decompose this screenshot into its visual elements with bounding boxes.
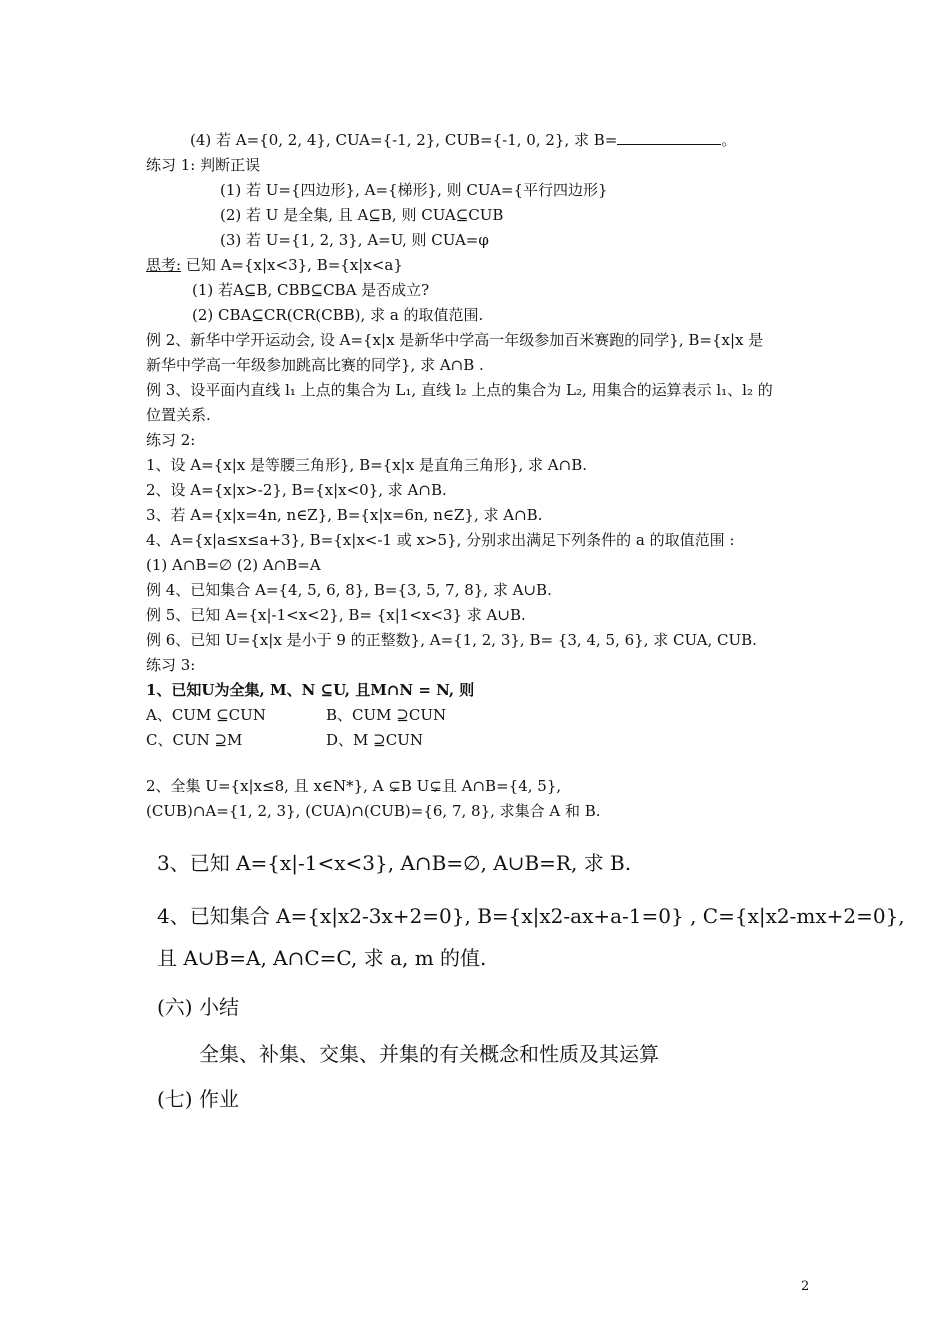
choice-b: B、CUM ⊇CUN [326, 706, 447, 724]
think-label: 思考: [146, 256, 182, 274]
practice-2-heading: 练习 2: [146, 431, 196, 449]
choice-a: A、CUM ⊆CUN [146, 706, 266, 724]
example-6: 例 6、已知 U={x|x 是小于 9 的正整数}, A={1, 2, 3}, B= {3, 4, 5, 6}, 求 CUA, CUB. [146, 631, 757, 649]
practice-3-item-4-line-2: 且 A∪B=A, A∩C=C, 求 a, m 的值. [157, 946, 487, 970]
example-3-line-1: 例 3、设平面内直线 l₁ 上点的集合为 L₁, 直线 l₂ 上点的集合为 L₂, 用集合的运算表示 l₁、l₂ 的 [146, 381, 773, 399]
practice-1-item-3: (3) 若 U={1, 2, 3}, A=U, 则 CUA=φ [220, 231, 489, 249]
practice-3-item-2-line-2: (CUB)∩A={1, 2, 3}, (CUA)∩(CUB)={6, 7, 8}, 求集合 A 和 B. [146, 802, 601, 820]
text: 。 [721, 131, 737, 149]
text: (4) 若 A={0, 2, 4}, CUA={-1, 2}, CUB={-1, 0, 2}, 求 B= [190, 131, 618, 149]
choice-c: C、CUN ⊇M [146, 731, 243, 749]
practice-3-item-3: 3、已知 A={x|-1<x<3}, A∩B=∅, A∪B=R, 求 B. [157, 851, 632, 875]
section-homework-heading: (七) 作业 [157, 1087, 239, 1111]
answer-blank [617, 130, 721, 145]
text: 已知 A={x|x<3}, B={x|x<a} [181, 256, 403, 274]
practice-2-item-3: 3、若 A={x|x=4n, n∈Z}, B={x|x=6n, n∈Z}, 求 A∩B. [146, 506, 543, 524]
choice-d: D、M ⊇CUN [326, 731, 423, 749]
practice-3-item-1: 1、已知U为全集, M、N ⊆U, 且M∩N = N, 则 [146, 681, 475, 699]
example-5: 例 5、已知 A={x|-1<x<2}, B= {x|1<x<3} 求 A∪B. [146, 606, 526, 624]
practice-3-item-4-line-1: 4、已知集合 A={x|x2-3x+2=0}, B={x|x2-ax+a-1=0} , C={x|x2-mx+2=0}, [157, 904, 905, 928]
example-4: 例 4、已知集合 A={4, 5, 6, 8}, B={3, 5, 7, 8}, 求 A∪B. [146, 581, 552, 599]
summary-text: 全集、补集、交集、并集的有关概念和性质及其运算 [199, 1042, 659, 1066]
think-item-1: (1) 若A⊆B, CBB⊆CBA 是否成立? [192, 281, 430, 299]
practice-3-item-2-line-1: 2、全集 U={x|x≤8, 且 x∈N*}, A ⊊B U⊊且 A∩B={4, 5}, [146, 777, 562, 795]
practice-3-heading: 练习 3: [146, 656, 196, 674]
practice-1-heading: 练习 1: 判断正误 [146, 156, 261, 174]
think-line [146, 255, 403, 275]
section-summary-heading: (六) 小结 [157, 995, 239, 1019]
practice-1-item-1: (1) 若 U={四边形}, A={梯形}, 则 CUA={平行四边形} [220, 181, 608, 199]
example-2-line-1: 例 2、新华中学开运动会, 设 A={x|x 是新华中学高一年级参加百米赛跑的同学}, B={x|x 是 [146, 331, 764, 349]
practice-2-item-1: 1、设 A={x|x 是等腰三角形}, B={x|x 是直角三角形}, 求 A∩B. [146, 456, 587, 474]
exercise-4-line [190, 130, 736, 150]
example-3-line-2: 位置关系. [146, 406, 211, 424]
practice-2-item-2: 2、设 A={x|x>-2}, B={x|x<0}, 求 A∩B. [146, 481, 447, 499]
example-2-line-2: 新华中学高一年级参加跳高比赛的同学}, 求 A∩B . [146, 356, 484, 374]
page-number: 2 [801, 1279, 810, 1294]
think-item-2: (2) CBA⊆CR(CR(CBB), 求 a 的取值范围. [192, 306, 484, 324]
practice-2-item-4: 4、A={x|a≤x≤a+3}, B={x|x<-1 或 x>5}, 分别求出满足下列条件的 a 的取值范围 : [146, 531, 735, 549]
practice-2-item-4-conditions: (1) A∩B=∅ (2) A∩B=A [146, 556, 321, 574]
practice-1-item-2: (2) 若 U 是全集, 且 A⊆B, 则 CUA⊆CUB [220, 206, 504, 224]
